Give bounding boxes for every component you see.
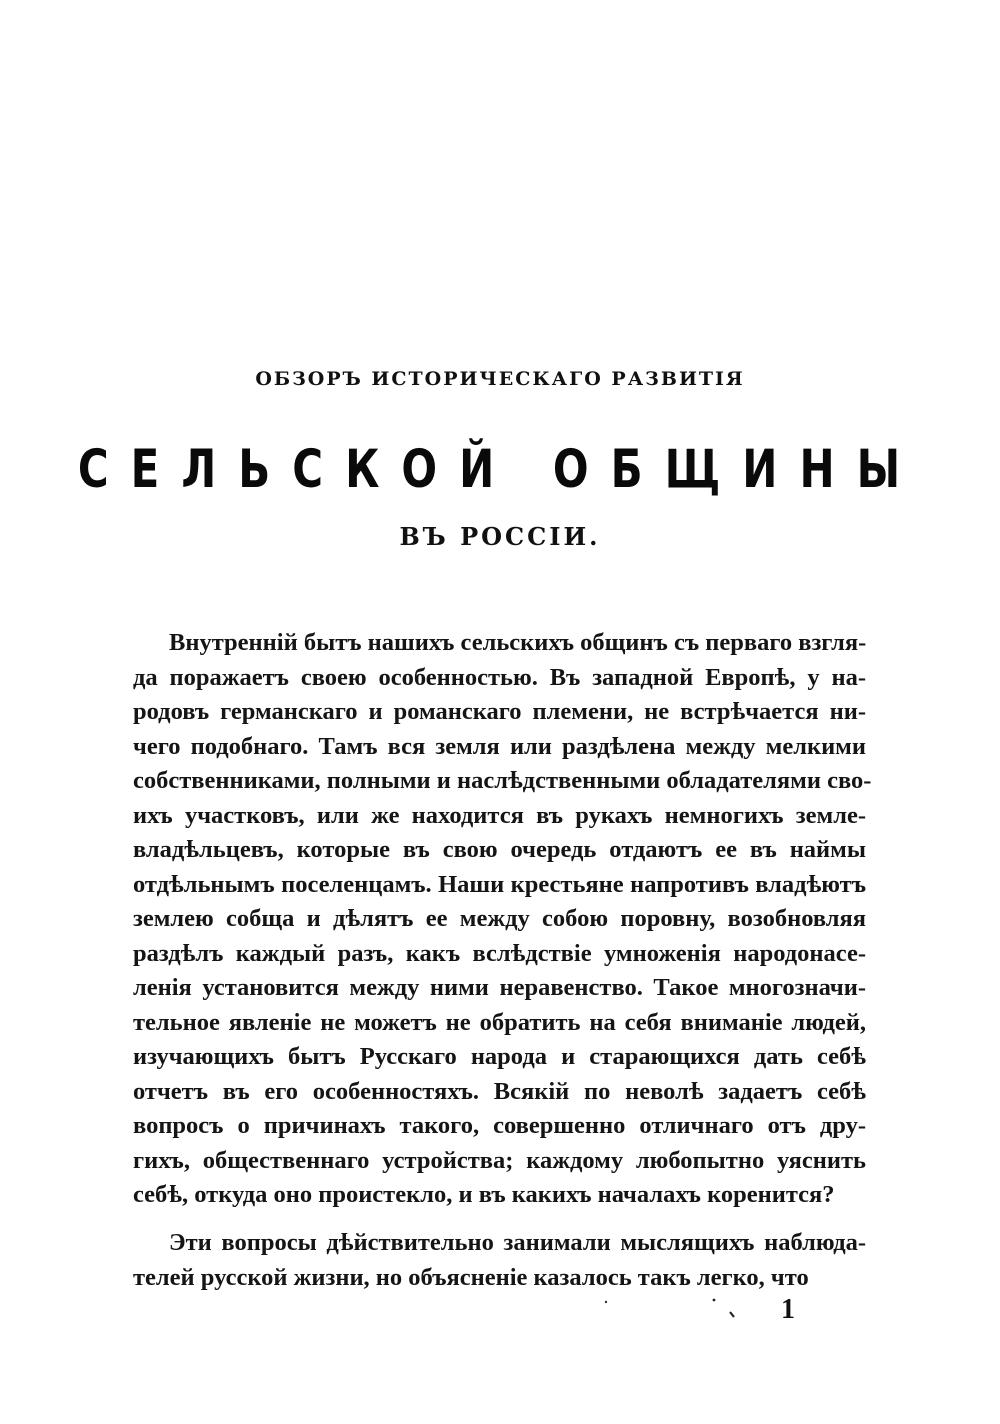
- text-line: гихъ, общественнаго устройства; каждому любопытно уяснить: [133, 1146, 866, 1174]
- text-line: родовъ германскаго и романскаго племени, не встрѣчается ни-: [133, 698, 866, 725]
- pre-title: ОБЗОРЪ ИСТОРИЧЕСКАГО РАЗВИТІЯ: [255, 368, 745, 390]
- text-line: вопросъ о причинахъ такого, совершенно отличнаго отъ дру-: [133, 1112, 866, 1139]
- text-line: ленія установится между ними неравенство. Такое многозначи-: [133, 974, 866, 1001]
- text-line: тельное явленіе не можетъ не обратить на себя вниманіе людей,: [133, 1008, 866, 1036]
- text-line: телей русской жизни, но объясненіе казалось такъ легко, что: [133, 1263, 809, 1291]
- text-line: чего подобнаго. Тамъ вся земля или раздѣлена между мелкими: [133, 732, 866, 760]
- paragraph-1: [133, 626, 872, 1213]
- text-line: изучающихъ бытъ Русскаго народа и старающихся дать себѣ: [133, 1043, 866, 1070]
- text-line: владѣльцевъ, которые въ свою очередь отдаютъ ее въ наймы: [133, 836, 866, 863]
- text-line: отдѣльнымъ поселенцамъ. Наши крестьяне напротивъ владѣютъ: [133, 870, 866, 898]
- paragraph-2: [133, 1226, 866, 1295]
- text-line: собственниками, полными и наслѣдственными обладателями сво-: [133, 767, 872, 794]
- text-line: ихъ участковъ, или же находится въ рукахъ немногихъ земле-: [133, 801, 866, 829]
- print-specks: [600, 1298, 740, 1328]
- text-line: да поражаетъ своею особенностью. Въ западной Европѣ, у на-: [133, 663, 866, 691]
- text-line: раздѣлъ каждый разъ, какъ вслѣдствіе умноженія народонасе-: [133, 939, 866, 967]
- text-line: Внутренній бытъ нашихъ сельскихъ общинъ съ перваго взгля-: [169, 629, 867, 656]
- text-line: себѣ, откуда оно проистекло, и въ какихъ началахъ коренится?: [133, 1181, 835, 1208]
- text-line: землею собща и дѣлятъ ее между собою поровну, возобновляя: [133, 905, 866, 932]
- text-line: Эти вопросы дѣйствительно занимали мыслящихъ наблюда-: [169, 1229, 866, 1256]
- text-line: отчетъ въ его особенностяхъ. Всякій по неволѣ задаетъ себѣ: [133, 1077, 866, 1105]
- page-number: 1: [781, 1294, 795, 1325]
- sub-title: ВЪ РОССІИ.: [399, 522, 601, 551]
- main-title: СЕЛЬСКОЙ ОБЩИНЫ: [77, 438, 923, 500]
